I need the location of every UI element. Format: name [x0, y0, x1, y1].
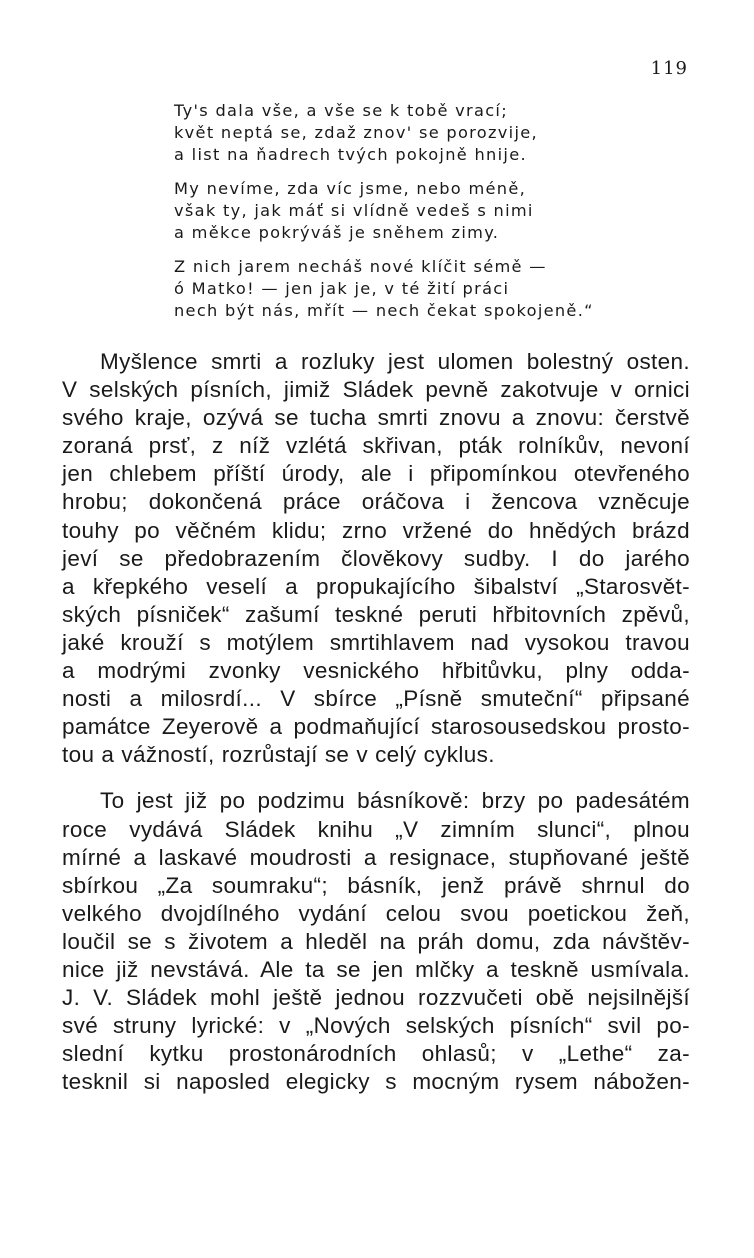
text-line: tesknil si naposled elegicky s mocným rysem nábožen-	[62, 1069, 690, 1095]
poem-stanza	[174, 256, 694, 322]
paragraph	[62, 787, 690, 1096]
poem-line: však ty, jak máť si vlídně vedeš s nimi	[174, 201, 534, 220]
poem-line: Ty's dala vše, a vše se k tobě vrací;	[174, 101, 508, 120]
text-line: jeví se předobrazením člověkovy sudby. I do jarého	[62, 545, 690, 571]
poem-line: Z nich jarem necháš nové klíčit sémě —	[174, 257, 547, 276]
text-line: a křepkého veselí a propukajícího šibalství „Starosvět-	[62, 573, 690, 599]
paragraph	[62, 348, 690, 769]
poem-line: nech být nás, mřít — nech čekat spokojeně.“	[174, 301, 594, 320]
text-line: zoraná prsť, z níž vzlétá skřivan, pták rolníkův, nevoní	[62, 433, 690, 459]
text-line: velkého dvojdílného vydání celou svou poetickou žeň,	[62, 900, 690, 926]
text-line: roce vydává Sládek knihu „V zimním slunci“, plnou	[62, 816, 690, 842]
text-line: jen chlebem příští úrody, ale i připomínkou otevřeného	[62, 461, 690, 487]
body-text	[62, 348, 690, 1096]
poem-quotation	[174, 100, 694, 334]
text-line: a modrými zvonky vesnického hřbitůvku, plny odda-	[62, 658, 690, 684]
page-number: 119	[650, 58, 688, 79]
text-line: loučil se s životem a hleděl na práh domu, zda návštěv-	[62, 928, 690, 954]
text-line: svého kraje, ozývá se tucha smrti znovu a znovu: čerstvě	[62, 405, 690, 431]
poem-line: My nevíme, zda víc jsme, nebo méně,	[174, 179, 527, 198]
text-line: nosti a milosrdí... V sbírce „Písně smuteční“ připsané	[62, 686, 690, 712]
text-line: Myšlence smrti a rozluky jest ulomen bolestný osten.	[100, 349, 690, 374]
text-line: hrobu; dokončená práce oráčova i žencova vzněcuje	[62, 489, 690, 515]
text-line: touhy po věčném klidu; zrno vržené do hnědých brázd	[62, 517, 690, 543]
poem-line: květ neptá se, zdaž znov' se porozvije,	[174, 123, 538, 142]
text-line: památce Zeyerově a podmaňující starosousedskou prosto-	[62, 714, 690, 740]
text-line: ských písniček“ zašumí teskné peruti hřbitovních zpěvů,	[62, 601, 690, 627]
text-line: sbírkou „Za soumraku“; básník, jenž právě shrnul do	[62, 872, 690, 898]
text-line: nice již nevstává. Ale ta se jen mlčky a teskně usmívala.	[62, 956, 690, 982]
text-line: mírné a laskavé moudrosti a resignace, stupňované ještě	[62, 844, 690, 870]
poem-line: a list na ňadrech tvých pokojně hnije.	[174, 145, 527, 164]
poem-stanza	[174, 178, 694, 244]
text-line: V selských písních, jimiž Sládek pevně zakotvuje v ornici	[62, 377, 690, 403]
text-line: jaké krouží s motýlem smrtihlavem nad vysokou travou	[62, 629, 690, 655]
poem-line: a měkce pokrýváš je sněhem zimy.	[174, 223, 500, 242]
poem-line: ó Matko! — jen jak je, v té žití práci	[174, 279, 510, 298]
text-line: své struny lyrické: v „Nových selských písních“ svil po-	[62, 1013, 690, 1039]
text-line: To jest již po podzimu básníkově: brzy po padesátém	[100, 788, 690, 814]
text-line: J. V. Sládek mohl ještě jednou rozzvučeti obě nejsilnější	[62, 985, 690, 1011]
text-line: slední kytku prostonárodních ohlasů; v „Lethe“ za-	[62, 1041, 690, 1067]
poem-stanza	[174, 100, 694, 166]
text-line: tou a vážností, rozrůstají se v celý cyklus.	[62, 742, 495, 768]
